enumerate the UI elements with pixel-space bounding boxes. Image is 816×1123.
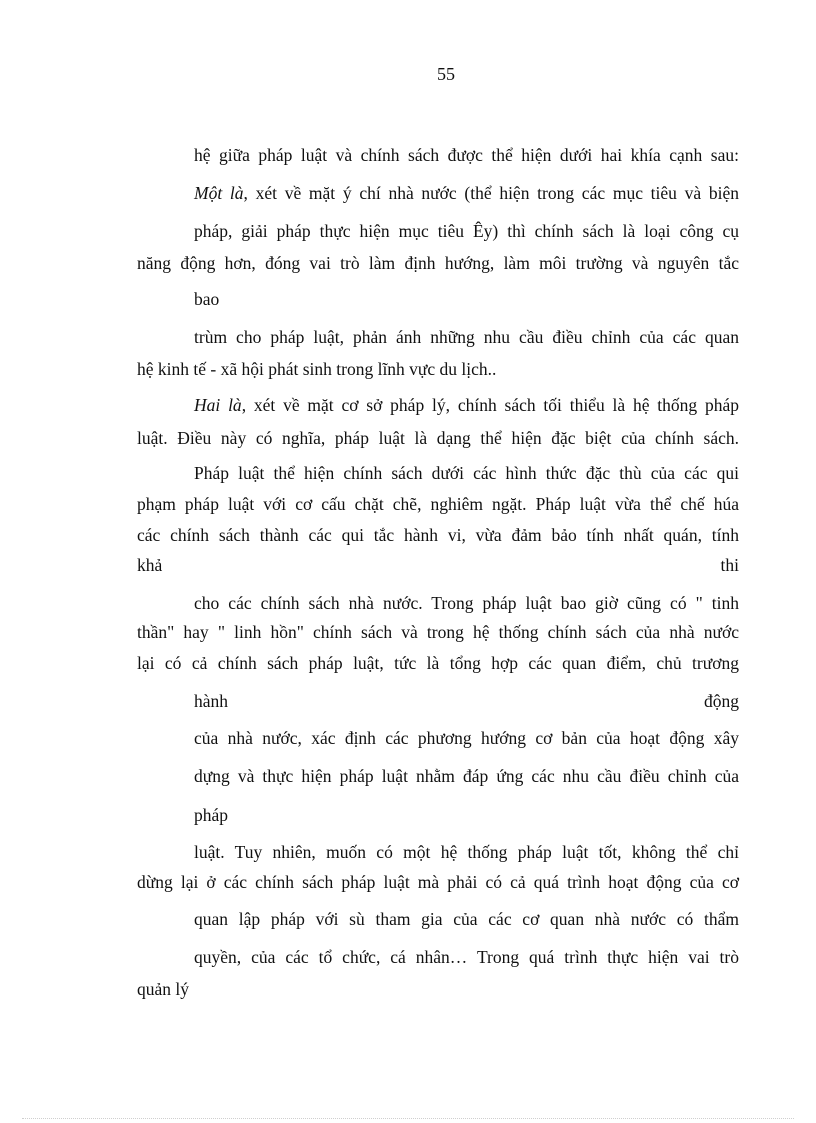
text-line: bao [194, 289, 220, 309]
text-line: thần" hay " linh hồn" chính sách và trong hệ thống chính sách của nhà nước [137, 622, 739, 642]
text-line: luật. Tuy nhiên, muốn có một hệ thống pháp luật tốt, không thể chỉ [194, 842, 739, 862]
text-line: pháp [194, 805, 229, 825]
text-line: quản lý [137, 979, 190, 999]
text-line: hệ kinh tế - xã hội phát sinh trong lĩnh vực du lịch.. [137, 359, 497, 379]
text-line: quan lập pháp với sù tham gia của các cơ quan nhà nước có thẩm [194, 909, 739, 929]
text-line: cho các chính sách nhà nước. Trong pháp luật bao giờ cũng có " tinh [194, 593, 739, 613]
text-line: các chính sách thành các qui tắc hành vi, vừa đảm bảo tính nhất quán, tính [137, 525, 739, 545]
page-edge-divider [22, 1118, 794, 1119]
italic-lead: Hai là [194, 395, 242, 415]
text-line: của nhà nước, xác định các phương hướng cơ bản của hoạt động xây [194, 728, 739, 748]
text-line: hành động [194, 691, 739, 711]
text-line: năng động hơn, đóng vai trò làm định hướng, làm môi trường và nguyên tắc [137, 253, 739, 273]
text-line: Pháp luật thể hiện chính sách dưới các hình thức đặc thù của các qui [194, 463, 739, 483]
text-line: Một là, xét về mặt ý chí nhà nước (thể hiện trong các mục tiêu và biện [194, 183, 739, 203]
text-line: luật. Điều này có nghĩa, pháp luật là dạng thể hiện đặc biệt của chính sách. [137, 428, 739, 448]
page-number: 55 [437, 64, 455, 84]
text-line: Hai là, xét về mặt cơ sở pháp lý, chính sách tối thiểu là hệ thống pháp [194, 395, 739, 415]
text-line: pháp, giải pháp thực hiện mục tiêu Êy) thì chính sách là loại công cụ [194, 221, 739, 241]
text-line: dừng lại ở các chính sách pháp luật mà phải có cả quá trình hoạt động của cơ [137, 872, 739, 892]
text-line: hệ giữa pháp luật và chính sách được thể hiện dưới hai khía cạnh sau: [194, 145, 739, 165]
text-line: khả thi [137, 555, 739, 575]
text-line: lại có cả chính sách pháp luật, tức là tổng hợp các quan điểm, chủ trương [137, 653, 739, 673]
italic-lead: Một là [194, 183, 244, 203]
text-line: phạm pháp luật với cơ cấu chặt chẽ, nghiêm ngặt. Pháp luật vừa thể chế húa [137, 494, 739, 514]
text-line: quyền, của các tổ chức, cá nhân… Trong quá trình thực hiện vai trò [194, 947, 739, 967]
text-line: dựng và thực hiện pháp luật nhằm đáp ứng các nhu cầu điều chỉnh của [194, 766, 739, 786]
text-line: trùm cho pháp luật, phản ánh những nhu cầu điều chỉnh của các quan [194, 327, 739, 347]
